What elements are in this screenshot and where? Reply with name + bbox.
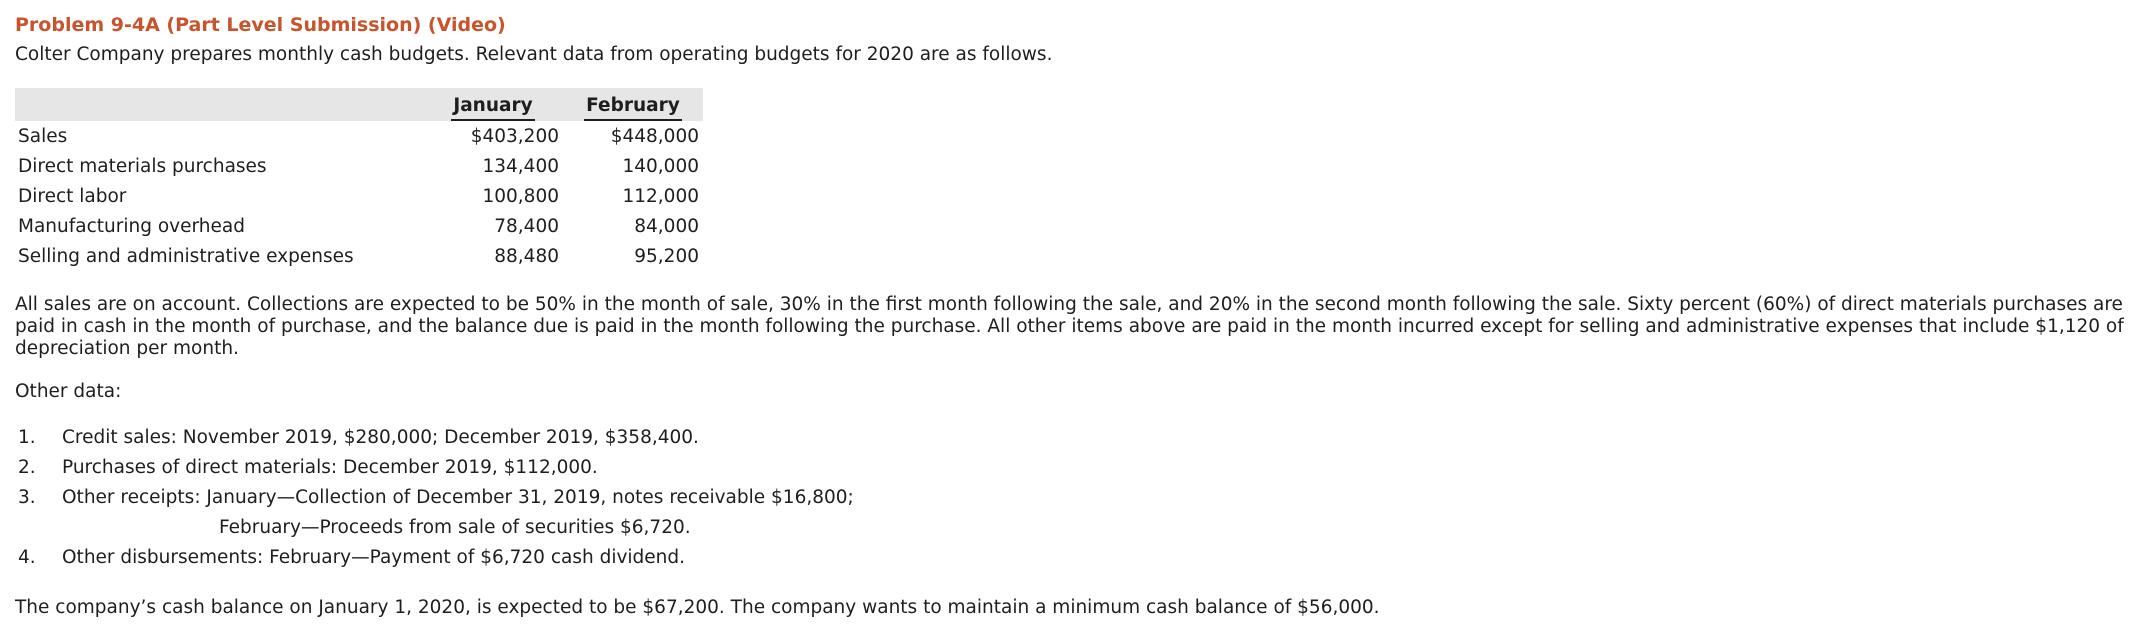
header-label-cell [15, 88, 423, 121]
list-text: Other receipts: January—Collection of December 31, 2019, notes receivable $16,800; [62, 487, 854, 508]
row-label: Manufacturing overhead [18, 215, 245, 237]
february-value: 140,000 [622, 155, 699, 177]
table-row [15, 151, 703, 181]
february-value: 84,000 [634, 215, 699, 237]
january-value: 88,480 [494, 245, 559, 267]
row-label: Direct labor [18, 185, 127, 207]
operating-budget-table [15, 88, 703, 271]
list-number: 1. [18, 427, 36, 448]
february-value: 95,200 [634, 245, 699, 267]
list-text: Credit sales: November 2019, $280,000; December 2019, $358,400. [62, 427, 699, 448]
row-label: Sales [18, 125, 68, 147]
table-row [15, 211, 703, 241]
list-number: 3. [18, 487, 36, 508]
header-january: January [423, 88, 563, 121]
other-data-heading: Other data: [15, 381, 122, 402]
january-value: 78,400 [494, 215, 559, 237]
table-row [15, 121, 703, 151]
january-value: 134,400 [482, 155, 559, 177]
february-value: 112,000 [622, 185, 699, 207]
january-value: $403,200 [470, 125, 559, 147]
closing-sentence: The company’s cash balance on January 1, 2020, is expected to be $67,200. The company wants to maintain a minimum cash balance of $56,000. [15, 597, 1380, 618]
list-text: Purchases of direct materials: December 2019, $112,000. [62, 457, 598, 478]
table-row [15, 241, 703, 271]
january-value: 100,800 [482, 185, 559, 207]
february-value: $448,000 [610, 125, 699, 147]
list-number: 2. [18, 457, 36, 478]
collections-paragraph: All sales are on account. Collections are expected to be 50% in the month of sale, 30% in the first month following the sale, and 20% in the second month following the sale. Sixty percent (60%) of direct materials purchases are paid in cash in the month of purchase, and the balance due is paid in the month following the purchase. All other items above are paid in the month incurred except for selling and administrative expenses that include $1,120 of depreciation per month. [15, 294, 2124, 359]
header-february: February [563, 88, 703, 121]
table-header-row [15, 88, 703, 121]
problem-title: Problem 9-4A (Part Level Submission) (Video) [15, 14, 506, 36]
list-item-continuation: February—Proceeds from sale of securities $6,720. [219, 517, 691, 538]
row-label: Selling and administrative expenses [18, 245, 354, 267]
table-row [15, 181, 703, 211]
list-number: 4. [18, 547, 36, 568]
row-label: Direct materials purchases [18, 155, 267, 177]
list-text: Other disbursements: February—Payment of $6,720 cash dividend. [62, 547, 686, 568]
problem-intro: Colter Company prepares monthly cash budgets. Relevant data from operating budgets for 2020 are as follows. [15, 44, 1053, 65]
